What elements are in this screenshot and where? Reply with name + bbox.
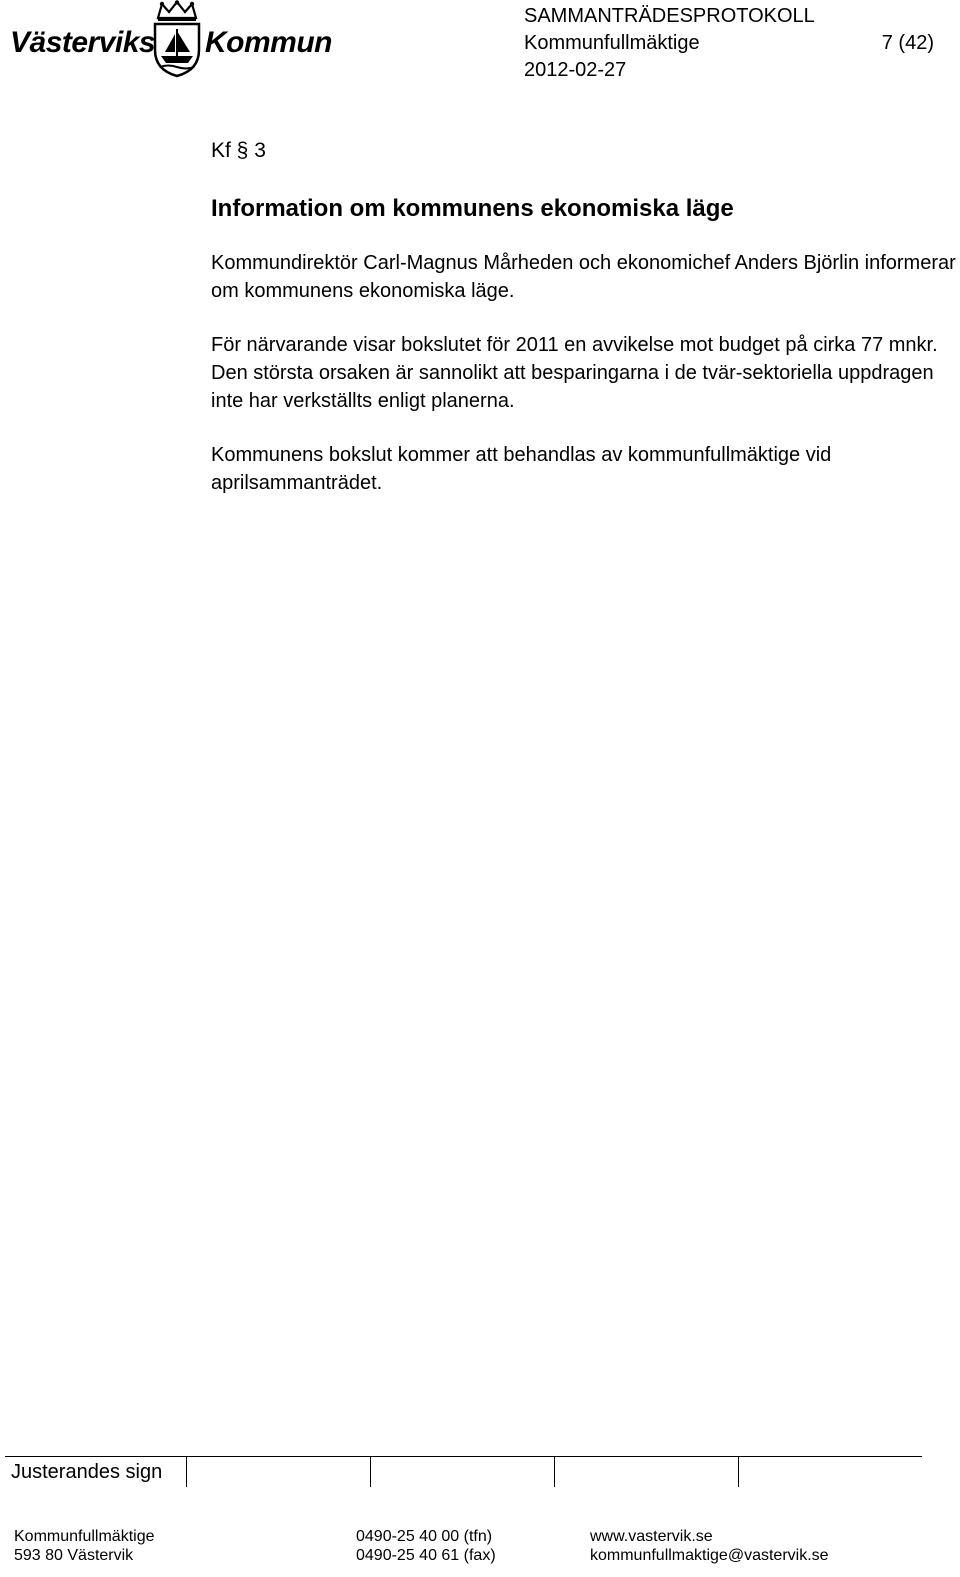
signature-box-divider [370,1457,371,1487]
assembly-name: Kommunfullmäktige [524,32,700,54]
signature-label: Justerandes sign [11,1461,163,1483]
document-header-info [524,3,815,84]
footer-web [590,1527,829,1565]
minutes-section [211,137,956,497]
footer-website-link[interactable]: www.vastervik.se [590,1528,713,1545]
signature-box-divider [738,1457,739,1487]
section-title: Information om kommunens ekonomiska läge [211,195,734,222]
paragraph-reference: Kf § 3 [211,139,266,162]
footer-phone [356,1527,496,1565]
logo-text-kommun: Kommun [205,26,332,59]
logo-text-vasterviks: Västerviks [10,26,156,59]
footer-email-link[interactable]: kommunfullmaktige@vastervik.se [590,1547,829,1564]
signature-box-divider [186,1457,187,1487]
footer-address [14,1527,155,1565]
coat-of-arms-icon [150,0,204,78]
body-paragraph: Kommunens bokslut kommer att behandlas av kommunfullmäktige vid aprilsammanträdet. [211,444,832,494]
footer-telephone: 0490-25 40 00 (tfn) [356,1528,493,1545]
municipality-logo [10,0,332,80]
footer-org: Kommunfullmäktige [14,1528,155,1545]
footer-postal-address: 593 80 Västervik [14,1547,134,1564]
body-paragraph: För närvarande visar bokslutet för 2011 en avvikelse mot budget på cirka 77 mnkr. Den största orsaken är sannolikt att besparingarna i de tvär-sektoriella uppdragen inte har verkställts enligt planerna. [211,334,938,412]
meeting-date: 2012-02-27 [524,59,627,81]
page-number: 7 (42) [881,32,934,54]
signature-box-divider [554,1457,555,1487]
signature-row [5,1456,922,1487]
document-type: SAMMANTRÄDESPROTOKOLL [524,5,815,27]
body-paragraph: Kommundirektör Carl-Magnus Mårheden och ekonomichef Anders Björlin informerar om kommunens ekonomiska läge. [211,252,956,302]
footer-fax: 0490-25 40 61 (fax) [356,1547,496,1564]
